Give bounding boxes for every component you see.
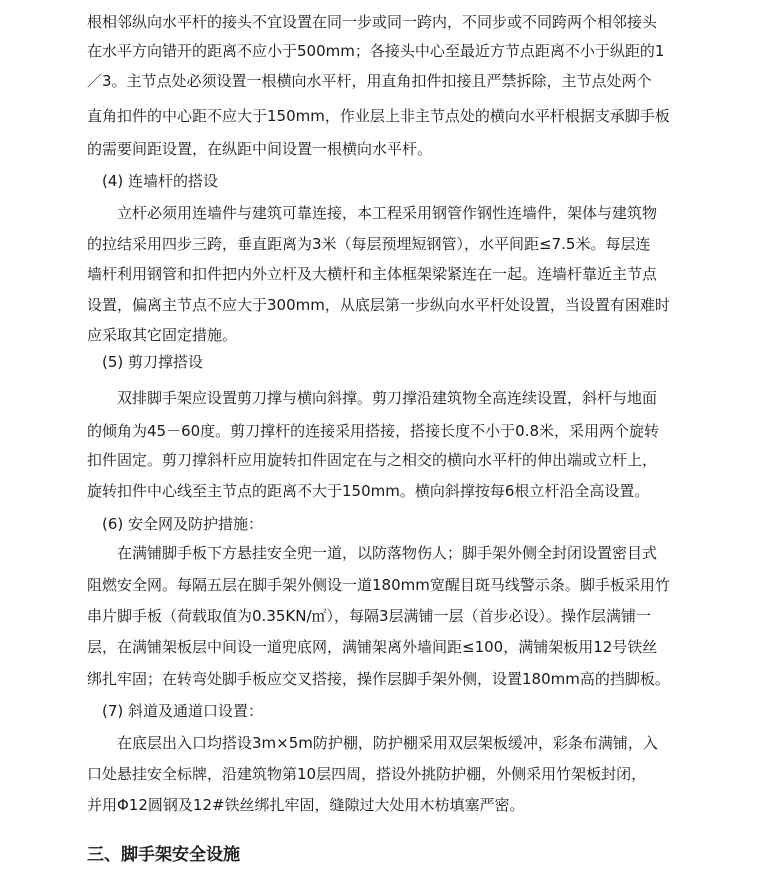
paragraph-line: 应采取其它固定措施。 <box>87 326 238 344</box>
paragraph-line: 扣件固定。剪刀撑斜杆应用旋转扣件固定在与之相交的横向水平杆的伸出端或立杆上， <box>87 451 658 469</box>
paragraph-line: 层，在满铺架板层中间设一道兜底网，满铺架离外墙间距≤100，满铺架板用12号铁丝 <box>87 638 658 656</box>
paragraph-line: 根相邻纵向水平杆的接头不宜设置在同一步或同一跨内，不同步或不同跨两个相邻接头 <box>87 13 658 31</box>
paragraph-line: 并用Φ12圆钢及12#铁丝绑扎牢固，缝隙过大处用木枋填塞严密。 <box>87 796 525 814</box>
paragraph-line: 在满铺脚手板下方悬挂安全兜一道，以防落物伤人；脚手架外侧全封闭设置密目式 <box>117 544 658 562</box>
paragraph-line: 阻燃安全网。每隔五层在脚手架外侧设一道180mm宽醒目斑马线警示条。脚手板采用竹 <box>87 576 670 594</box>
subsection-title: (7) 斜道及通道口设置： <box>102 702 264 720</box>
paragraph-line: 直角扣件的中心距不应大于150mm，作业层上非主节点处的横向水平杆根据支承脚手板 <box>87 107 670 125</box>
paragraph-line: 设置，偏离主节点不应大于300mm，从底层第一步纵向水平杆处设置，当设置有困难时 <box>87 296 670 314</box>
paragraph-line: ／3。主节点处必须设置一根横向水平杆，用直角扣件扣接且严禁拆除，主节点处两个 <box>87 72 652 90</box>
paragraph-line: 在底层出入口均搭设3m×5m防护棚，防护棚采用双层架板缓冲，彩条布满铺，入 <box>117 734 658 752</box>
paragraph-line: 口处悬挂安全标牌，沿建筑物第10层四周，搭设外挑防护棚，外侧采用竹架板封闭， <box>87 765 647 783</box>
subsection-title: (6) 安全网及防护措施： <box>102 515 264 533</box>
paragraph-line: 墙杆利用钢管和扣件把内外立杆及大横杆和主体框架梁紧连在一起。连墙杆靠近主节点 <box>87 265 658 283</box>
subsection-title: (5) 剪刀撑搭设 <box>102 353 204 371</box>
section-heading: 三、脚手架安全设施 <box>87 845 240 865</box>
paragraph-line: 绑扎牢固；在转弯处脚手板应交叉搭接，操作层脚手架外侧，设置180mm高的挡脚板。 <box>87 670 670 688</box>
paragraph-line: 立杆必须用连墙件与建筑可靠连接，本工程采用钢管作钢性连墙件，架体与建筑物 <box>117 204 658 222</box>
paragraph-line: 的需要间距设置，在纵距中间设置一根横向水平杆。 <box>87 140 433 158</box>
paragraph-line: 的倾角为45－60度。剪刀撑杆的连接采用搭接，搭接长度不小于0.8米，采用两个旋转 <box>87 422 660 440</box>
paragraph-line: 的拉结采用四步三跨，垂直距离为3米（每层预埋短钢管），水平间距≤7.5米。每层连 <box>87 235 651 253</box>
paragraph-line: 在水平方向错开的距离不应小于500mm；各接头中心至最近方节点距离不小于纵距的1 <box>87 42 665 60</box>
paragraph-line: 串片脚手板（荷载取值为0.35KN/㎡），每隔3层满铺一层（首步必设）。操作层满铺一 <box>87 607 652 625</box>
subsection-title: (4) 连墙杆的搭设 <box>102 172 219 190</box>
paragraph-line: 双排脚手架应设置剪刀撑与横向斜撑。剪刀撑沿建筑物全高连续设置，斜杆与地面 <box>117 389 658 407</box>
paragraph-line: 旋转扣件中心线至主节点的距离不大于150mm。横向斜撑按每6根立杆沿全高设置。 <box>87 482 650 500</box>
